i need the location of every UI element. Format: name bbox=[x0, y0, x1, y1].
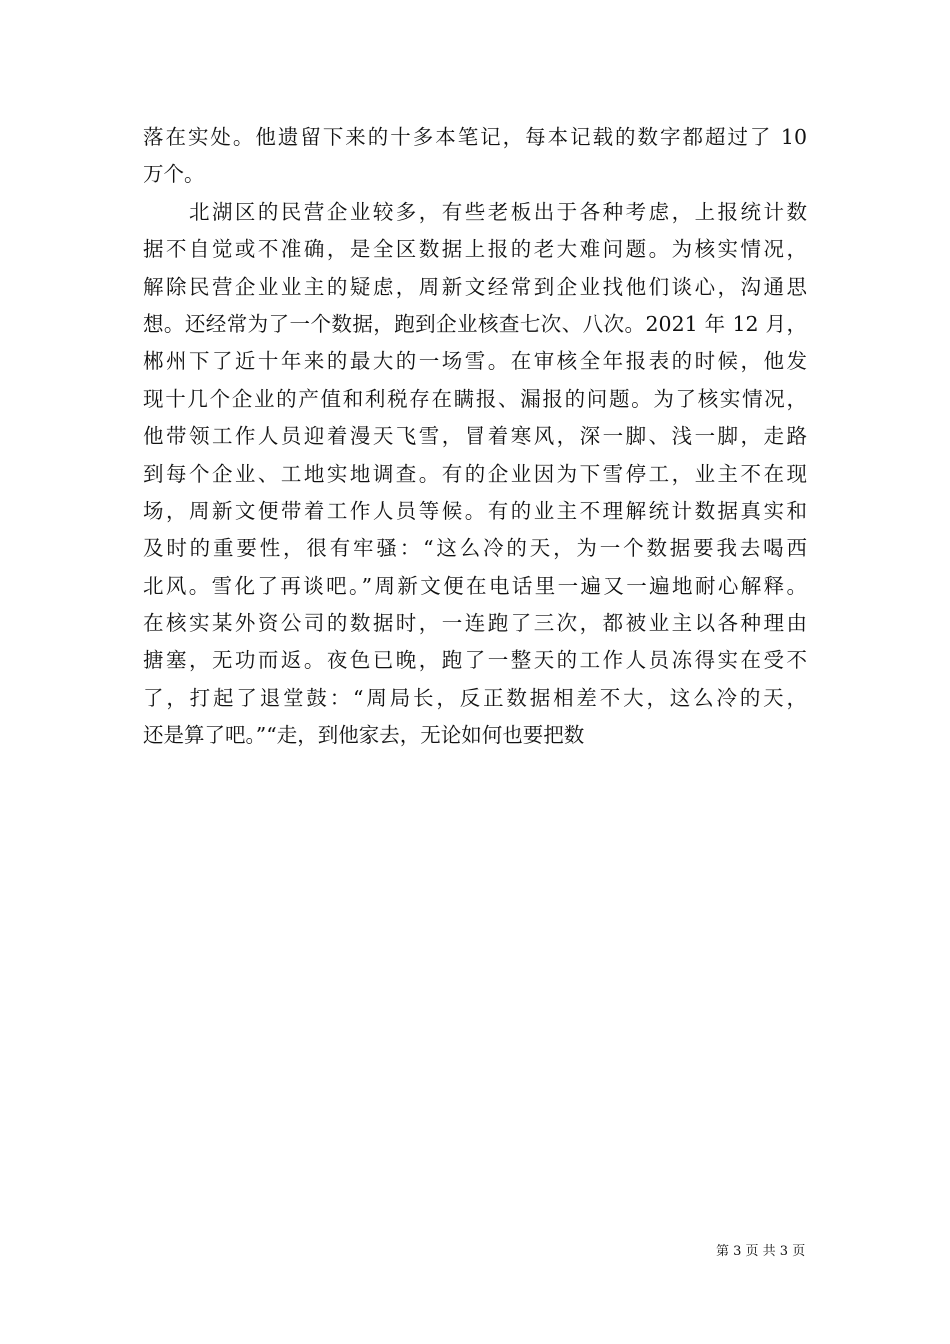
text-line-9: 他带领工作人员迎着漫天飞雪，冒着寒风，深一脚、浅一脚，走路 bbox=[143, 424, 807, 449]
text-line-16: 了，打起了退堂鼓：“周局长，反正数据相差不大，这么冷的天， bbox=[143, 685, 807, 710]
page-number-footer: 第 3 页 共 3 页 bbox=[716, 1244, 806, 1259]
text-line-7: 郴州下了近十年来的最大的一场雪。在审核全年报表的时候，他发 bbox=[143, 349, 807, 374]
text-line-13: 北风。雪化了再谈吧。”周新文便在电话里一遍又一遍地耐心解释。 bbox=[143, 573, 807, 598]
text-line-4: 据不自觉或不准确，是全区数据上报的老大难问题。为核实情况， bbox=[143, 237, 807, 262]
text-line-1: 落在实处。他遗留下来的十多本笔记，每本记载的数字都超过了 10 bbox=[143, 125, 807, 149]
text-line-14: 在核实某外资公司的数据时，一连跑了三次，都被业主以各种理由 bbox=[143, 611, 807, 636]
text-line-6: 想。还经常为了一个数据，跑到企业核查七次、八次。2021 年 12 月， bbox=[143, 311, 807, 336]
text-line-12: 及时的重要性，很有牢骚：“这么冷的天，为一个数据要我去喝西 bbox=[143, 536, 807, 561]
text-line-17: 还是算了吧。”“走，到他家去，无论如何也要把数 bbox=[143, 723, 585, 748]
text-line-10: 到每个企业、工地实地调查。有的企业因为下雪停工，业主不在现 bbox=[143, 461, 807, 486]
text-line-11: 场，周新文便带着工作人员等候。有的业主不理解统计数据真实和 bbox=[143, 498, 807, 523]
text-line-2: 万个。 bbox=[143, 162, 205, 187]
text-line-3: 北湖区的民营企业较多，有些老板出于各种考虑，上报统计数 bbox=[143, 199, 807, 224]
body-text bbox=[143, 119, 807, 755]
text-line-8: 现十几个企业的产值和利税存在瞒报、漏报的问题。为了核实情况， bbox=[143, 386, 807, 411]
text-line-15: 搪塞，无功而返。夜色已晚，跑了一整天的工作人员冻得实在受不 bbox=[143, 648, 807, 673]
text-line-5: 解除民营企业业主的疑虑，周新文经常到企业找他们谈心，沟通思 bbox=[143, 274, 807, 299]
